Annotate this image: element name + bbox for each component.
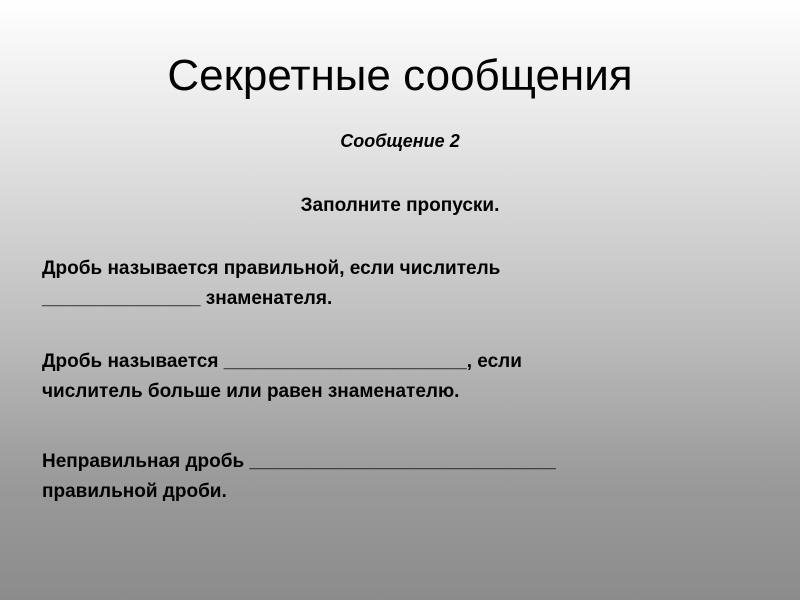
task-2-line-2: числитель больше или равен знаменателю. [42,381,460,402]
slide-title: Секретные сообщения [167,51,633,100]
task-3-line-2: правильной дроби. [42,481,227,502]
task-1-line-1: Дробь называется правильной, если числитель [42,258,501,279]
task-2-line-1: Дробь называется _______________________, если [42,351,522,372]
message-subtitle: Сообщение 2 [340,131,460,151]
fill-blank-task-1 [42,254,782,314]
instruction-text: Заполните пропуски. [300,195,500,216]
task-1-line-2: _______________ знаменателя. [42,288,333,309]
task-3-line-1: Неправильная дробь _____________________________ [42,451,556,472]
fill-blank-task-3 [42,447,782,507]
fill-blank-task-2 [42,347,782,407]
